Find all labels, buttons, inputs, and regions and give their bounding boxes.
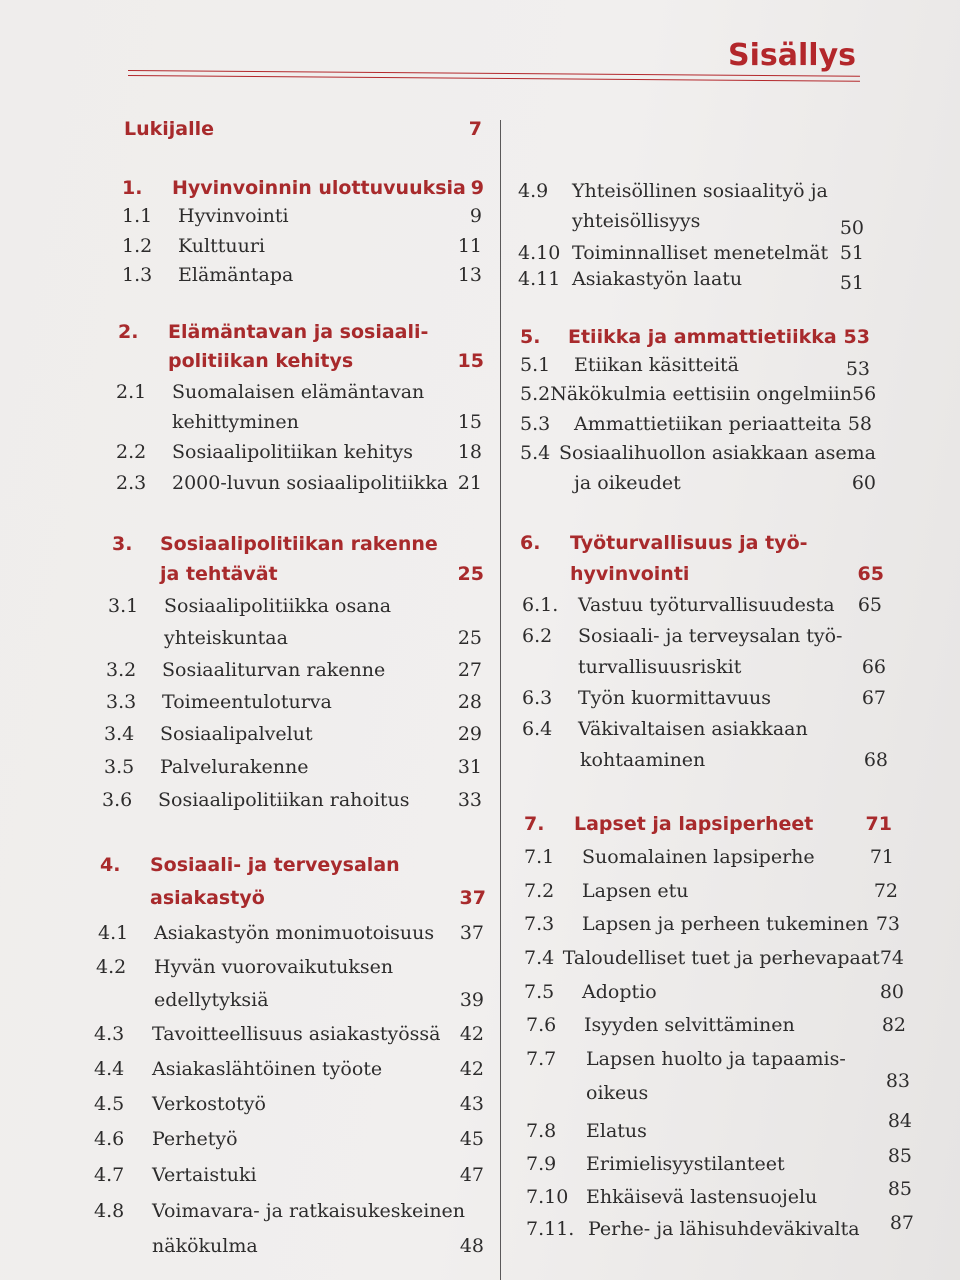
item-number: 4.6: [94, 1128, 125, 1150]
toc-item: [94, 1058, 484, 1080]
item-page: 51: [839, 242, 864, 264]
item-title: Tavoitteellisuus asiakastyössä: [152, 1023, 441, 1045]
item-title: Toiminnalliset menetelmät: [572, 242, 829, 264]
item-title: Suomalainen lapsiperhe: [582, 846, 815, 868]
toc-item: [104, 723, 482, 745]
chapter-number: 3.: [112, 533, 133, 555]
item-number: 4.7: [94, 1164, 125, 1186]
chapter-page: 65: [857, 563, 884, 585]
item-title: Elämäntapa: [178, 264, 294, 286]
item-title: Sosiaalipalvelut: [160, 723, 313, 745]
item-page: 82: [881, 1014, 906, 1036]
item-number: 4.5: [94, 1093, 125, 1115]
item-title-line-2: ja oikeudet: [574, 472, 681, 494]
item-page: 65: [857, 594, 882, 616]
item-title: Työn kuormittavuus: [578, 687, 772, 709]
item-number: 7.10: [526, 1186, 569, 1208]
item-number: 3.3: [106, 691, 137, 713]
toc-item: [116, 381, 482, 403]
item-title: Sosiaaliturvan rakenne: [162, 659, 386, 681]
item-page: 48: [459, 1235, 484, 1257]
toc-item: [526, 1110, 912, 1142]
toc-item: [526, 1212, 914, 1240]
item-page: 51: [839, 272, 864, 294]
toc-chapter-4-cont: [150, 887, 486, 909]
toc-chapter-5: [520, 326, 870, 348]
toc-chapter-1: [122, 177, 484, 199]
chapter-title-line-1: Työturvallisuus ja työ-: [570, 532, 808, 554]
toc-chapter-6-cont: [570, 563, 884, 585]
toc-item: [524, 913, 900, 935]
item-title: Toimeentuloturva: [162, 691, 332, 713]
item-title: Sosiaalipolitiikan rahoitus: [158, 789, 410, 811]
item-title: Asiakastyön monimuotoisuus: [154, 922, 435, 944]
toc-item: [108, 595, 482, 617]
item-page: 33: [457, 789, 482, 811]
page-title: Sisällys: [728, 38, 856, 73]
item-title: Perhe- ja lähisuhdeväkivalta: [588, 1218, 860, 1240]
item-page: 29: [457, 723, 482, 745]
item-page: 25: [457, 627, 482, 649]
item-number: 4.4: [94, 1058, 125, 1080]
item-title: Vastuu työturvallisuudesta: [578, 594, 835, 616]
item-title-line-1: Yhteisöllinen sosiaalityö ja: [572, 180, 828, 202]
toc-item: [518, 242, 864, 264]
item-number: 3.5: [104, 756, 135, 778]
item-number: 4.11: [518, 268, 561, 290]
chapter-page: 15: [457, 350, 484, 372]
chapter-title: Lukijalle: [124, 118, 215, 140]
item-title: 2000-luvun sosiaalipolitiikka: [172, 472, 449, 494]
item-page: 31: [457, 756, 482, 778]
item-page: 74: [879, 947, 904, 969]
item-title: Verkostotyö: [152, 1093, 266, 1115]
item-number: 2.2: [116, 441, 147, 463]
item-page: 83: [885, 1070, 910, 1092]
item-title: Elatus: [586, 1120, 647, 1142]
item-title: Kulttuuri: [178, 235, 265, 257]
chapter-number: 7.: [524, 813, 545, 835]
chapter-title-line-1: Sosiaalipolitiikan rakenne: [160, 533, 438, 555]
item-title: Näkökulmia eettisiin ongelmiin: [550, 383, 852, 405]
item-title: Lapsen ja perheen tukeminen: [582, 913, 869, 935]
column-divider: [500, 120, 501, 1280]
toc-chapter-3: [112, 533, 484, 555]
item-title: Vertaistuki: [152, 1164, 257, 1186]
toc-item: [94, 1200, 484, 1222]
item-page: 21: [457, 472, 482, 494]
chapter-title-line-1: Elämäntavan ja sosiaali-: [168, 321, 429, 343]
item-title: Hyvinvointi: [178, 205, 289, 227]
chapter-number: 1.: [122, 177, 143, 199]
toc-item: [94, 1164, 484, 1186]
header-rule-secondary: [128, 75, 860, 82]
item-number: 7.1: [524, 846, 555, 868]
item-page: 42: [459, 1023, 484, 1045]
item-page: 39: [459, 989, 484, 1011]
chapter-page: 53: [843, 326, 870, 348]
toc-item: [104, 756, 482, 778]
chapter-page: 7: [468, 118, 482, 140]
toc-item: [526, 1014, 906, 1036]
item-title-line-1: Lapsen huolto ja tapaamis-: [586, 1048, 846, 1070]
toc-item-cont: [164, 627, 482, 649]
toc-chapter-lukijalle: [124, 118, 482, 140]
item-number: 1.3: [122, 264, 153, 286]
toc-item: [524, 981, 904, 1003]
item-title-line-2: oikeus: [586, 1082, 649, 1104]
item-page: 47: [459, 1164, 484, 1186]
toc-item: [526, 1178, 912, 1208]
toc-item: [98, 922, 484, 944]
chapter-number: 2.: [118, 321, 139, 343]
item-title-line-2: yhteisöllisyys: [572, 210, 701, 232]
item-title: Erimielisyystilanteet: [586, 1153, 785, 1175]
item-number: 2.3: [116, 472, 147, 494]
toc-item: [520, 354, 870, 380]
item-page: 72: [873, 880, 898, 902]
item-title-line-2: näkökulma: [152, 1235, 258, 1257]
item-number: 5.4: [520, 442, 551, 464]
item-title-line-1: Voimavara- ja ratkaisukeskeinen: [152, 1200, 466, 1222]
item-number: 4.10: [518, 242, 561, 264]
toc-item-cont: [580, 749, 888, 771]
item-page: 60: [851, 472, 876, 494]
item-title-line-1: Väkivaltaisen asiakkaan: [578, 718, 808, 740]
toc-item: [526, 1145, 912, 1175]
item-number: 3.2: [106, 659, 137, 681]
toc-item: [122, 205, 482, 227]
item-page: 13: [457, 264, 482, 286]
item-number: 7.11.: [526, 1218, 575, 1240]
item-page: 80: [879, 981, 904, 1003]
item-number: 5.3: [520, 413, 551, 435]
item-page: 28: [457, 691, 482, 713]
toc-item-cont: [586, 1070, 910, 1104]
item-page: 42: [459, 1058, 484, 1080]
toc-item: [116, 441, 482, 463]
item-title-line-1: Sosiaali- ja terveysalan työ-: [578, 625, 843, 647]
toc-item: [524, 880, 898, 902]
item-page: 50: [839, 217, 864, 239]
toc-item: [94, 1093, 484, 1115]
item-number: 7.2: [524, 880, 555, 902]
item-number: 5.1: [520, 354, 551, 376]
item-page: 85: [887, 1145, 912, 1167]
item-page: 27: [457, 659, 482, 681]
item-number: 7.3: [524, 913, 555, 935]
toc-item: [518, 180, 864, 202]
chapter-title-line-2: hyvinvointi: [570, 563, 690, 585]
toc-item: [520, 413, 872, 435]
item-title-line-2: turvallisuusriskit: [578, 656, 742, 678]
item-page: 71: [869, 846, 894, 868]
chapter-page: 9: [470, 177, 484, 199]
toc-chapter-4: [100, 854, 486, 876]
item-title: Ehkäisevä lastensuojelu: [586, 1186, 818, 1208]
toc-item: [520, 442, 876, 464]
item-title: Isyyden selvittäminen: [584, 1014, 795, 1036]
item-title: Perhetyö: [152, 1128, 238, 1150]
item-title: Etiikan käsitteitä: [574, 354, 739, 376]
chapter-page: 37: [459, 887, 486, 909]
item-number: 7.8: [526, 1120, 557, 1142]
item-title-line-2: kehittyminen: [172, 411, 299, 433]
item-title: Ammattietiikan periaatteita: [574, 413, 842, 435]
toc-item: [102, 789, 482, 811]
item-title-line-1: Hyvän vuorovaikutuksen: [154, 956, 394, 978]
item-title-line-1: Sosiaalipolitiikka osana: [164, 595, 392, 617]
item-page: 68: [863, 749, 888, 771]
toc-item-cont: [574, 472, 876, 494]
chapter-title-line-2: ja tehtävät: [160, 563, 278, 585]
chapter-title-line-2: asiakastyö: [150, 887, 265, 909]
item-number: 6.4: [522, 718, 553, 740]
item-number: 4.3: [94, 1023, 125, 1045]
chapter-number: 6.: [520, 532, 541, 554]
chapter-title-line-2: politiikan kehitys: [168, 350, 354, 372]
toc-item-cont: [152, 1235, 484, 1257]
toc-item: [518, 268, 864, 294]
chapter-number: 4.: [100, 854, 121, 876]
toc-item: [116, 472, 482, 494]
item-number: 4.9: [518, 180, 549, 202]
item-title: Palvelurakenne: [160, 756, 309, 778]
item-number: 6.3: [522, 687, 553, 709]
toc-chapter-7: [524, 813, 892, 835]
toc-item-cont: [154, 989, 484, 1011]
chapter-title-line-1: Sosiaali- ja terveysalan: [150, 854, 400, 876]
item-number: 7.4: [524, 947, 555, 969]
toc-chapter-6: [520, 532, 884, 554]
toc-item: [94, 1128, 484, 1150]
toc-item: [524, 846, 894, 868]
item-page: 53: [845, 358, 870, 380]
item-title-line-2: edellytyksiä: [154, 989, 269, 1011]
toc-item: [106, 659, 482, 681]
toc-item: [522, 594, 882, 616]
item-number: 2.1: [116, 381, 147, 403]
item-page: 84: [887, 1110, 912, 1132]
chapter-title: Etiikka ja ammattietiikka: [568, 326, 837, 348]
item-page: 37: [459, 922, 484, 944]
toc-item: [522, 687, 886, 709]
toc-item-cont: [578, 656, 886, 678]
item-number: 1.2: [122, 235, 153, 257]
item-page: 87: [889, 1212, 914, 1234]
toc-chapter-2: [118, 321, 480, 343]
item-page: 58: [847, 413, 872, 435]
item-title: Adoptio: [582, 981, 657, 1003]
toc-item-cont: [572, 210, 864, 239]
item-number: 3.4: [104, 723, 135, 745]
item-number: 7.7: [526, 1048, 557, 1070]
item-number: 1.1: [122, 205, 153, 227]
item-title-line-1: Sosiaalihuollon asiakkaan asema: [559, 442, 876, 464]
chapter-page: 71: [865, 813, 892, 835]
toc-item: [524, 947, 904, 969]
toc-item: [96, 956, 484, 978]
item-page: 11: [457, 235, 482, 257]
chapter-page: 25: [457, 563, 484, 585]
item-number: 7.9: [526, 1153, 557, 1175]
chapter-title: Hyvinvoinnin ulottuvuuksia: [172, 177, 466, 199]
toc-chapter-3-cont: [160, 563, 484, 585]
item-page: 85: [887, 1178, 912, 1200]
item-title: Asiakastyön laatu: [572, 268, 743, 290]
item-number: 7.6: [526, 1014, 557, 1036]
toc-item: [122, 235, 482, 257]
item-title: Asiakaslähtöinen työote: [152, 1058, 383, 1080]
item-number: 6.2: [522, 625, 553, 647]
item-title: Sosiaalipolitiikan kehitys: [172, 441, 413, 463]
item-title: Taloudelliset tuet ja perhevapaat: [562, 947, 880, 969]
item-page: 18: [457, 441, 482, 463]
toc-item: [526, 1048, 910, 1070]
item-number: 5.2: [520, 383, 551, 405]
item-title: Lapsen etu: [582, 880, 689, 902]
item-page: 43: [459, 1093, 484, 1115]
item-number: 3.6: [102, 789, 133, 811]
item-number: 4.8: [94, 1200, 125, 1222]
item-page: 66: [861, 656, 886, 678]
toc-item: [106, 691, 482, 713]
toc-item: [122, 264, 482, 286]
toc-item-cont: [172, 411, 482, 433]
item-page: 56: [852, 383, 877, 405]
item-title-line-2: kohtaaminen: [580, 749, 706, 771]
item-page: 9: [469, 205, 482, 227]
item-number: 4.2: [96, 956, 127, 978]
item-number: 4.1: [98, 922, 129, 944]
chapter-title: Lapset ja lapsiperheet: [574, 813, 814, 835]
item-number: 7.5: [524, 981, 555, 1003]
item-page: 45: [459, 1128, 484, 1150]
toc-item: [520, 383, 877, 405]
chapter-number: 5.: [520, 326, 541, 348]
toc-item: [522, 718, 888, 740]
item-page: 73: [875, 913, 900, 935]
item-page: 67: [861, 687, 886, 709]
toc-chapter-2-cont: [168, 350, 484, 372]
item-title-line-2: yhteiskuntaa: [164, 627, 288, 649]
item-page: 15: [457, 411, 482, 433]
toc-item: [94, 1023, 484, 1045]
toc-item: [522, 625, 886, 647]
item-number: 6.1.: [522, 594, 559, 616]
item-title-line-1: Suomalaisen elämäntavan: [172, 381, 425, 403]
item-number: 3.1: [108, 595, 139, 617]
